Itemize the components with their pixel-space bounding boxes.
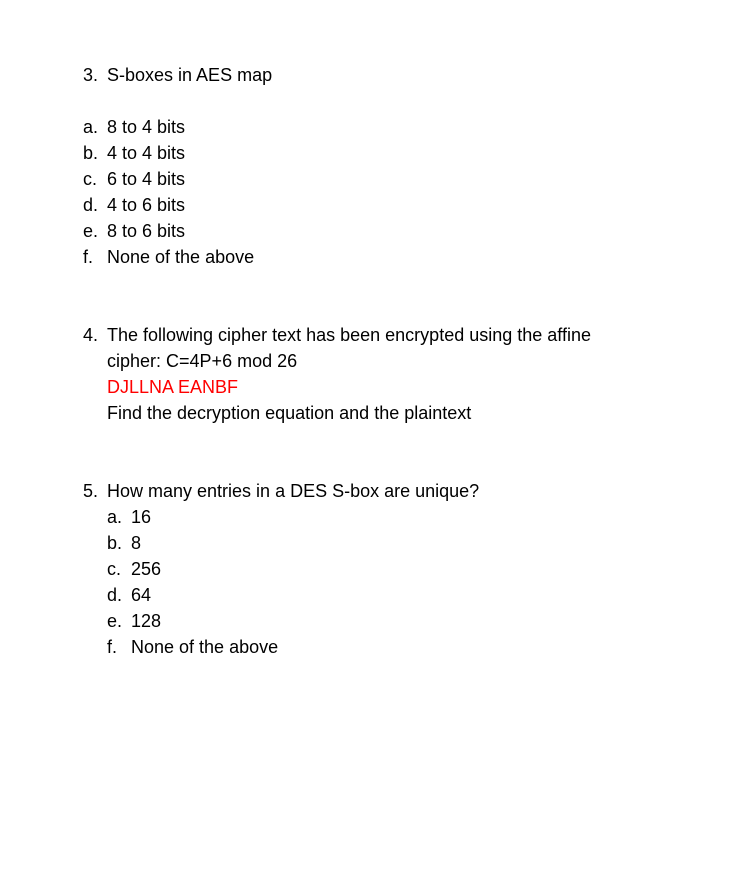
q5-option-d-letter: d.: [107, 585, 123, 605]
q4-question-line1: [83, 324, 591, 346]
q5-option-e-letter: e.: [107, 611, 123, 631]
q5-option-c: [107, 558, 161, 580]
q5-option-c-letter: c.: [107, 559, 122, 579]
q3-question-text: S-boxes in AES map: [107, 65, 273, 85]
q5-option-f: [107, 636, 278, 658]
q5-number: 5.: [83, 481, 99, 501]
q3-option-f-text: None of the above: [107, 247, 255, 267]
q5-question: [83, 480, 479, 502]
q5-option-c-text: 256: [131, 559, 162, 579]
q3-number: 3.: [83, 65, 99, 85]
q3-option-c-text: 6 to 4 bits: [107, 169, 186, 189]
q3-option-f-letter: f.: [83, 247, 94, 267]
q3-option-a-letter: a.: [83, 117, 99, 137]
q3-option-b: [83, 142, 185, 164]
q3-option-e-text: 8 to 6 bits: [107, 221, 186, 241]
q5-option-a-text: 16: [131, 507, 152, 527]
q4-line1-text: The following cipher text has been encrypted using the affine: [107, 325, 591, 345]
q5-option-b: [107, 532, 141, 554]
q3-option-f: [83, 246, 254, 268]
q5-option-d: [107, 584, 151, 606]
q5-option-f-text: None of the above: [131, 637, 279, 657]
q5-option-a: [107, 506, 151, 528]
q3-option-b-text: 4 to 4 bits: [107, 143, 186, 163]
q3-option-e: [83, 220, 185, 242]
q4-question-line2: cipher: C=4P+6 mod 26: [107, 351, 298, 371]
q5-option-d-text: 64: [131, 585, 152, 605]
q5-option-a-letter: a.: [107, 507, 123, 527]
q3-option-d-text: 4 to 6 bits: [107, 195, 186, 215]
q4-instruction: Find the decryption equation and the plaintext: [107, 403, 472, 423]
q5-option-e-text: 128: [131, 611, 162, 631]
q5-question-text: How many entries in a DES S-box are unique?: [107, 481, 480, 501]
q3-option-a: [83, 116, 185, 138]
q3-option-c: [83, 168, 185, 190]
q5-option-f-letter: f.: [107, 637, 118, 657]
q5-option-b-letter: b.: [107, 533, 123, 553]
q3-option-d-letter: d.: [83, 195, 99, 215]
q3-option-c-letter: c.: [83, 169, 98, 189]
q3-option-a-text: 8 to 4 bits: [107, 117, 186, 137]
q3-question: [83, 64, 272, 86]
q3-option-e-letter: e.: [83, 221, 99, 241]
q3-option-d: [83, 194, 185, 216]
q4-ciphertext: DJLLNA EANBF: [107, 377, 239, 397]
q3-option-b-letter: b.: [83, 143, 99, 163]
q5-option-e: [107, 610, 161, 632]
q4-number: 4.: [83, 325, 99, 345]
q5-option-b-text: 8: [131, 533, 142, 553]
